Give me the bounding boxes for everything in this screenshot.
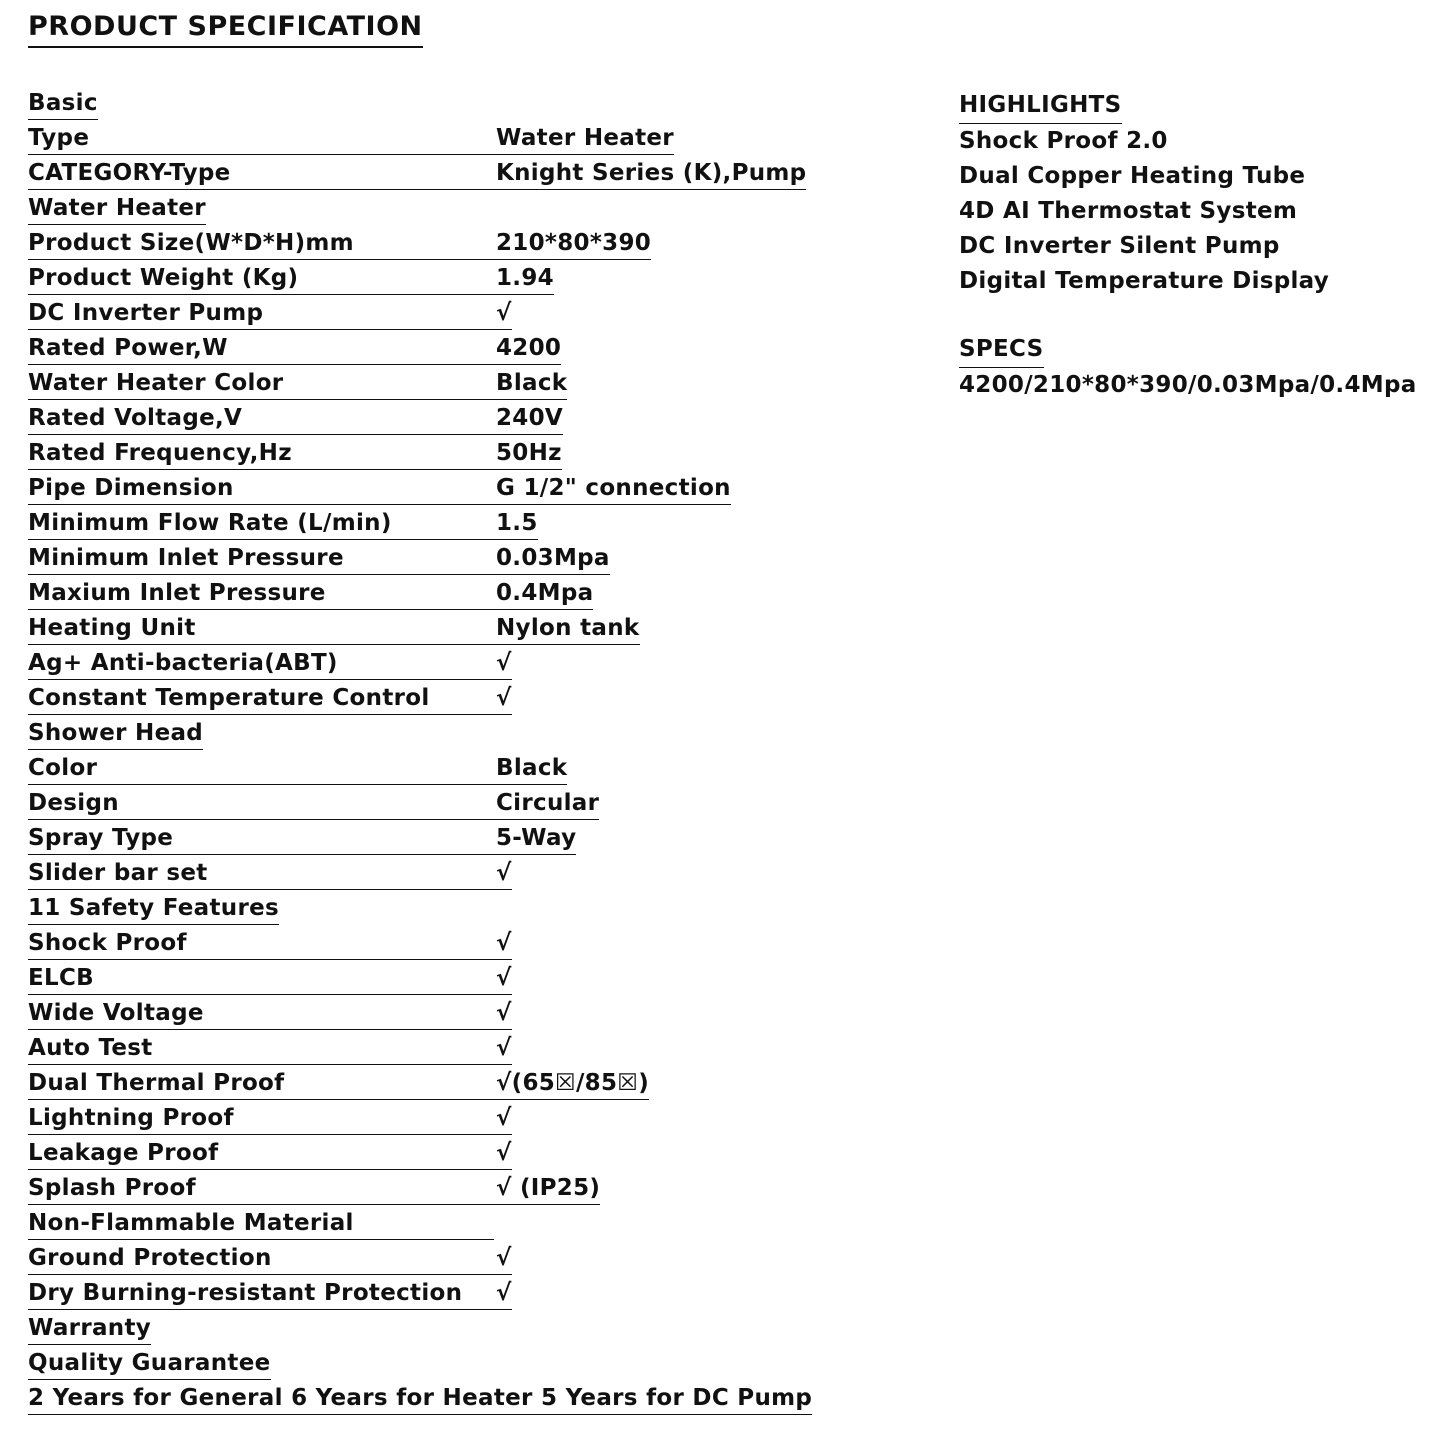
section-heading: Water Heater (28, 193, 206, 225)
spec-value: 5-Way (496, 823, 576, 855)
spec-value: 4200 (496, 333, 561, 365)
spec-value: Black (496, 753, 567, 785)
check-mark-value: √ (496, 928, 512, 960)
spec-label: Rated Frequency,Hz (28, 438, 496, 470)
check-mark-value: √ (496, 998, 512, 1030)
specs-summary-value: 4200/210*80*390/0.03Mpa/0.4Mpa (959, 372, 1417, 398)
spec-row (28, 506, 1028, 541)
section-heading-row (28, 716, 1028, 751)
spec-row (28, 541, 1028, 576)
check-mark-value: √ (496, 1138, 512, 1170)
spec-value: 0.03Mpa (496, 543, 610, 575)
page-title: PRODUCT SPECIFICATION (28, 8, 423, 48)
spec-row (28, 331, 1028, 366)
spec-row (28, 1101, 1028, 1136)
spec-row (28, 366, 1028, 401)
section-heading-row (28, 86, 1028, 121)
spec-label: Dual Thermal Proof (28, 1068, 496, 1100)
spec-value: G 1/2" connection (496, 473, 731, 505)
spec-value: Water Heater (496, 123, 674, 155)
spec-label: Lightning Proof (28, 1103, 496, 1135)
spec-row (28, 401, 1028, 436)
spec-label: Maxium Inlet Pressure (28, 578, 496, 610)
spec-row (28, 1031, 1028, 1066)
highlights-section (959, 90, 1417, 299)
spec-row (28, 786, 1028, 821)
spec-row (28, 996, 1028, 1031)
check-mark-value: √ (496, 298, 512, 330)
spec-label: Rated Voltage,V (28, 403, 496, 435)
section-heading: 11 Safety Features (28, 893, 279, 925)
spec-row (28, 751, 1028, 786)
section-heading-row (28, 891, 1028, 926)
section-heading-row (28, 1346, 1028, 1381)
spec-label: Minimum Flow Rate (L/min) (28, 508, 496, 540)
spec-row (28, 681, 1028, 716)
spec-value: Nylon tank (496, 613, 640, 645)
check-mark-value: √ (496, 1278, 512, 1310)
specs-heading: SPECS (959, 334, 1044, 368)
section-heading: Basic (28, 88, 98, 120)
check-mark-value: √ (496, 1033, 512, 1065)
spec-label: Rated Power,W (28, 333, 496, 365)
highlight-item: 4D AI Thermostat System (959, 198, 1298, 224)
specs-section (959, 334, 1417, 403)
spec-label: Design (28, 788, 496, 820)
section-heading: Quality Guarantee (28, 1348, 271, 1380)
section-heading: Warranty (28, 1313, 151, 1345)
spec-value: 1.94 (496, 263, 554, 295)
spec-row (28, 436, 1028, 471)
spec-row (28, 1171, 1028, 1206)
spec-value: Black (496, 368, 567, 400)
spec-row (28, 821, 1028, 856)
spec-label: Auto Test (28, 1033, 496, 1065)
spec-label: Product Weight (Kg) (28, 263, 496, 295)
spec-label: Ag+ Anti-bacteria(ABT) (28, 648, 496, 680)
spec-label: Pipe Dimension (28, 473, 496, 505)
section-gap (959, 299, 1417, 334)
spec-row (28, 961, 1028, 996)
highlight-item: Shock Proof 2.0 (959, 128, 1168, 154)
spec-row (28, 1241, 1028, 1276)
spec-row (28, 296, 1028, 331)
spec-value: 1.5 (496, 508, 538, 540)
section-heading-row (28, 1206, 1028, 1241)
spec-label: Minimum Inlet Pressure (28, 543, 496, 575)
section-heading: Shower Head (28, 718, 203, 750)
section-heading: Non-Flammable Material (28, 1208, 494, 1240)
spec-row (28, 121, 1028, 156)
section-heading-row (28, 1381, 1028, 1416)
spec-row (28, 261, 1028, 296)
section-heading-row (28, 191, 1028, 226)
spec-row (28, 611, 1028, 646)
check-mark-value: √(65☒/85☒) (496, 1068, 649, 1100)
section-heading: 2 Years for General 6 Years for Heater 5 Years for DC Pump (28, 1383, 812, 1415)
check-mark-value: √ (IP25) (496, 1173, 600, 1205)
check-mark-value: √ (496, 963, 512, 995)
spec-label: ELCB (28, 963, 496, 995)
spec-row (28, 1276, 1028, 1311)
spec-value: 50Hz (496, 438, 562, 470)
spec-label: Heating Unit (28, 613, 496, 645)
spec-label: Spray Type (28, 823, 496, 855)
spec-label: Slider bar set (28, 858, 496, 890)
spec-label: Wide Voltage (28, 998, 496, 1030)
highlight-item: Dual Copper Heating Tube (959, 163, 1306, 189)
spec-label: Type (28, 123, 496, 155)
spec-label: Constant Temperature Control (28, 683, 496, 715)
spec-label: Product Size(W*D*H)mm (28, 228, 496, 260)
spec-row (28, 576, 1028, 611)
check-mark-value: √ (496, 858, 512, 890)
spec-label: Color (28, 753, 496, 785)
spec-row (28, 1066, 1028, 1101)
spec-value: Knight Series (K),Pump (496, 158, 806, 190)
spec-value: 240V (496, 403, 563, 435)
check-mark-value: √ (496, 648, 512, 680)
spec-label: Water Heater Color (28, 368, 496, 400)
highlight-item: DC Inverter Silent Pump (959, 233, 1280, 259)
spec-label: Leakage Proof (28, 1138, 496, 1170)
spec-value: 210*80*390 (496, 228, 651, 260)
highlights-heading: HIGHLIGHTS (959, 90, 1122, 124)
spec-label: Shock Proof (28, 928, 496, 960)
check-mark-value: √ (496, 683, 512, 715)
spec-label: Dry Burning-resistant Protection (28, 1278, 496, 1310)
spec-label: Ground Protection (28, 1243, 496, 1275)
spec-table (28, 86, 1028, 1416)
spec-row (28, 1136, 1028, 1171)
highlight-item: Digital Temperature Display (959, 268, 1330, 294)
spec-value: 0.4Mpa (496, 578, 593, 610)
spec-row (28, 926, 1028, 961)
check-mark-value: √ (496, 1103, 512, 1135)
section-heading-row (28, 1311, 1028, 1346)
check-mark-value: √ (496, 1243, 512, 1275)
spec-row (28, 471, 1028, 506)
spec-row (28, 226, 1028, 261)
spec-row (28, 646, 1028, 681)
spec-value: Circular (496, 788, 599, 820)
spec-label: Splash Proof (28, 1173, 496, 1205)
spec-row (28, 156, 1028, 191)
spec-label: CATEGORY-Type (28, 158, 496, 190)
spec-row (28, 856, 1028, 891)
side-panel (959, 90, 1417, 403)
spec-label: DC Inverter Pump (28, 298, 496, 330)
